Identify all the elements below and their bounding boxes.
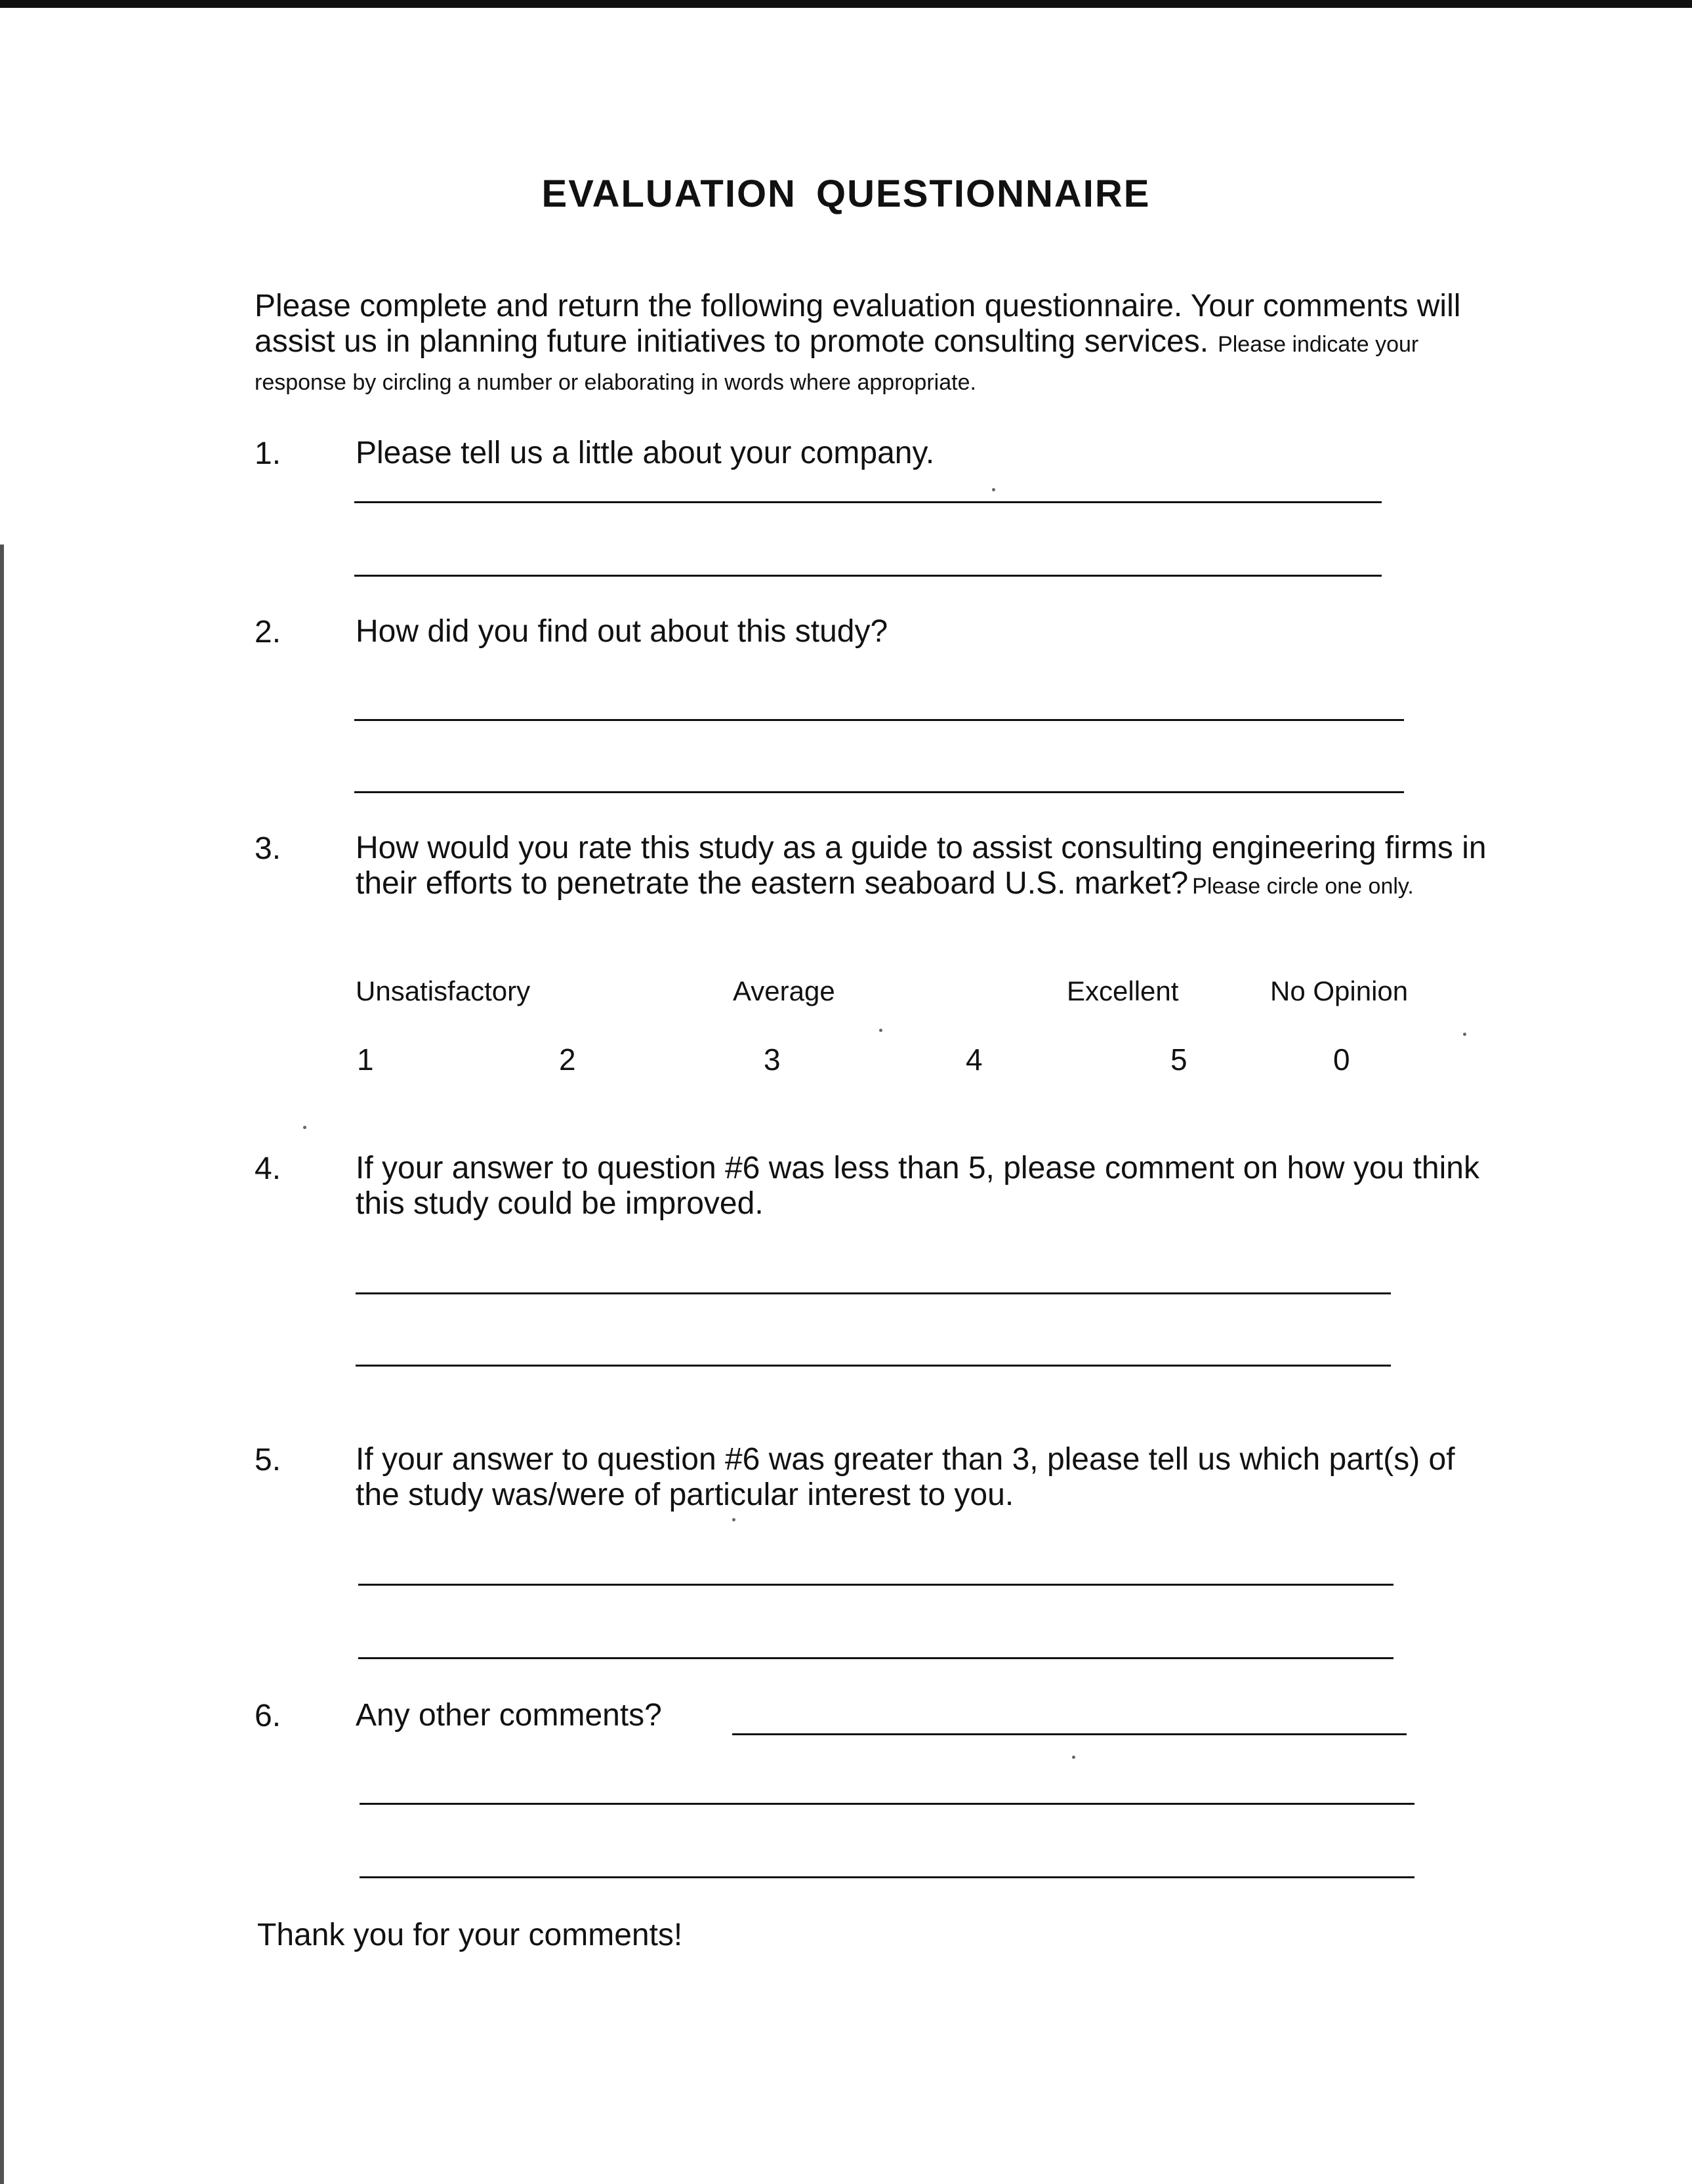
rating-label-average: Average	[733, 976, 835, 1006]
intro-paragraph	[255, 289, 1501, 400]
answer-line-5a[interactable]	[358, 1584, 1393, 1586]
rating-label-no-opinion: No Opinion	[1270, 976, 1409, 1006]
scan-speck	[732, 1518, 735, 1521]
answer-line-2b[interactable]	[354, 791, 1404, 793]
top-border	[0, 0, 1692, 8]
answer-line-1a[interactable]	[354, 501, 1382, 503]
scan-speck	[992, 488, 995, 491]
question-4-text: If your answer to question #6 was less than 5, please comment on how you think this study could be improved.	[356, 1151, 1479, 1221]
scan-speck	[1072, 1756, 1075, 1759]
rating-option-0[interactable]: 0	[1333, 1042, 1350, 1077]
answer-line-2a[interactable]	[354, 719, 1404, 721]
scan-speck	[303, 1126, 306, 1129]
answer-line-6b[interactable]	[360, 1803, 1414, 1805]
question-1-text: Please tell us a little about your company.	[356, 436, 935, 470]
question-4-number: 4.	[255, 1151, 281, 1186]
rating-option-2[interactable]: 2	[559, 1042, 576, 1077]
scan-speck	[879, 1029, 882, 1032]
scan-speck	[1463, 1033, 1466, 1036]
answer-line-4b[interactable]	[356, 1365, 1391, 1367]
answer-line-6a[interactable]	[732, 1733, 1407, 1735]
question-2-text: How did you find out about this study?	[356, 614, 888, 649]
question-3-body: How would you rate this study as a guide to assist consulting engineering firms in their efforts to penetrate the eastern seaboard U.S. market?	[356, 831, 1487, 901]
closing-text: Thank you for your comments!	[257, 1918, 683, 1952]
rating-option-5[interactable]: 5	[1170, 1042, 1187, 1077]
intro-text: Please complete and return the following evaluation questionnaire. Your comments will assist us in planning future initiatives to promote consulting services.	[255, 289, 1461, 359]
answer-line-5b[interactable]	[358, 1657, 1393, 1659]
answer-line-6c[interactable]	[360, 1876, 1414, 1878]
answer-line-4a[interactable]	[356, 1292, 1391, 1294]
question-1-number: 1.	[255, 436, 281, 471]
question-3-text	[356, 831, 1504, 904]
rating-label-unsatisfactory: Unsatisfactory	[356, 976, 531, 1006]
rating-option-1[interactable]: 1	[357, 1042, 374, 1077]
rating-label-excellent: Excellent	[1067, 976, 1179, 1006]
question-6-number: 6.	[255, 1699, 281, 1733]
answer-line-1b[interactable]	[354, 575, 1382, 577]
rating-option-3[interactable]: 3	[764, 1042, 781, 1077]
intro-note: Please indicate your response by circling a number or elaborating in words where appropriate.	[255, 332, 1419, 395]
question-3-note: Please circle one only.	[1192, 874, 1414, 899]
page-title: EVALUATION QUESTIONNAIRE	[541, 173, 1151, 215]
question-2-number: 2.	[255, 615, 281, 649]
question-6-text: Any other comments?	[356, 1698, 662, 1733]
question-3-number: 3.	[255, 831, 281, 866]
question-5-number: 5.	[255, 1443, 281, 1477]
rating-option-4[interactable]: 4	[966, 1042, 983, 1077]
scan-edge	[0, 545, 4, 2184]
question-5-text: If your answer to question #6 was greater than 3, please tell us which part(s) of the study was/were of particular interest to you.	[356, 1442, 1455, 1512]
